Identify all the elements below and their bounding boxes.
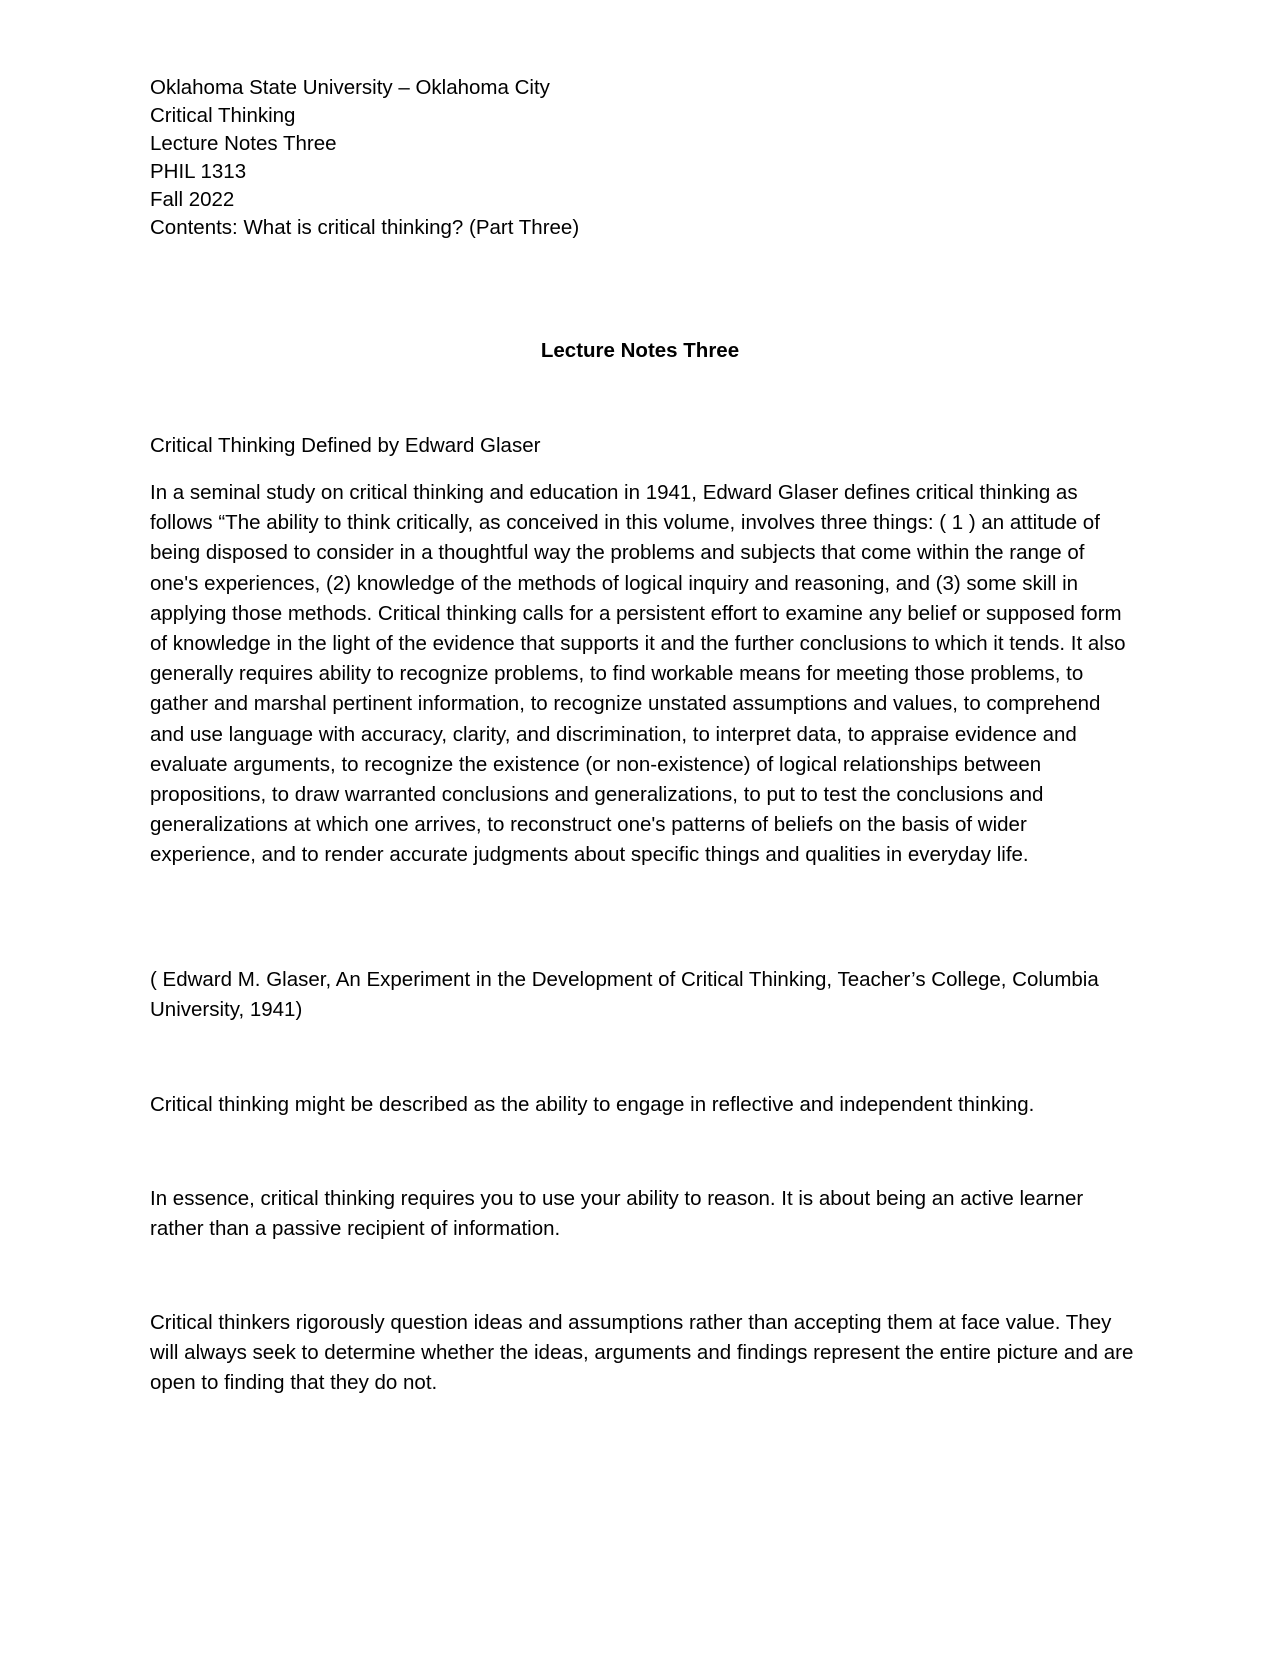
document-name-line: Lecture Notes Three xyxy=(150,132,337,155)
document-header xyxy=(150,74,1130,242)
contents-line: Contents: What is critical thinking? (Part Three) xyxy=(150,216,580,239)
institution-line: Oklahoma State University – Oklahoma City xyxy=(150,76,550,99)
essence-paragraph: In essence, critical thinking requires you to use your ability to reason. It is about being an active learner rather than a passive recipient of information. xyxy=(150,1187,1084,1241)
course-name-line: Critical Thinking xyxy=(150,104,296,127)
citation-paragraph: ( Edward M. Glaser, An Experiment in the Development of Critical Thinking, Teacher’s College, Columbia University, 1941) xyxy=(150,968,1099,1022)
term-line: Fall 2022 xyxy=(150,188,235,211)
reflective-thinking-paragraph: Critical thinking might be described as the ability to engage in reflective and independent thinking. xyxy=(150,1093,1035,1116)
course-code-line: PHIL 1313 xyxy=(150,160,247,183)
critical-thinkers-paragraph: Critical thinkers rigorously question ideas and assumptions rather than accepting them at face value. They will always seek to determine whether the ideas, arguments and findings represent the entire picture and are open to finding that they do not. xyxy=(150,1311,1134,1395)
document-title: Lecture Notes Three xyxy=(540,339,740,362)
glaser-definition-paragraph: In a seminal study on critical thinking and education in 1941, Edward Glaser defines critical thinking as follows “The ability to think critically, as conceived in this volume, involves three things: ( 1 ) an attitude of being disposed to consider in a thoughtful way the problems and subjects that come within the range of one's experiences, (2) knowledge of the methods of logical inquiry and reasoning, and (3) some skill in applying those methods. Critical thinking calls for a persistent effort to examine any belief or supposed form of knowledge in the light of the evidence that supports it and the further conclusions to which it tends. It also generally requires ability to recognize problems, to find workable means for meeting those problems, to gather and marshal pertinent information, to recognize unstated assumptions and values, to comprehend and use language with accuracy, clarity, and discrimination, to interpret data, to appraise evidence and evaluate arguments, to recognize the existence (or non-existence) of logical relationships between propositions, to draw warranted conclusions and generalizations, to put to test the conclusions and generalizations at which one arrives, to reconstruct one's patterns of beliefs on the basis of wider experience, and to render accurate judgments about specific things and qualities in everyday life. xyxy=(150,481,1126,867)
section-heading: Critical Thinking Defined by Edward Glaser xyxy=(150,434,541,457)
